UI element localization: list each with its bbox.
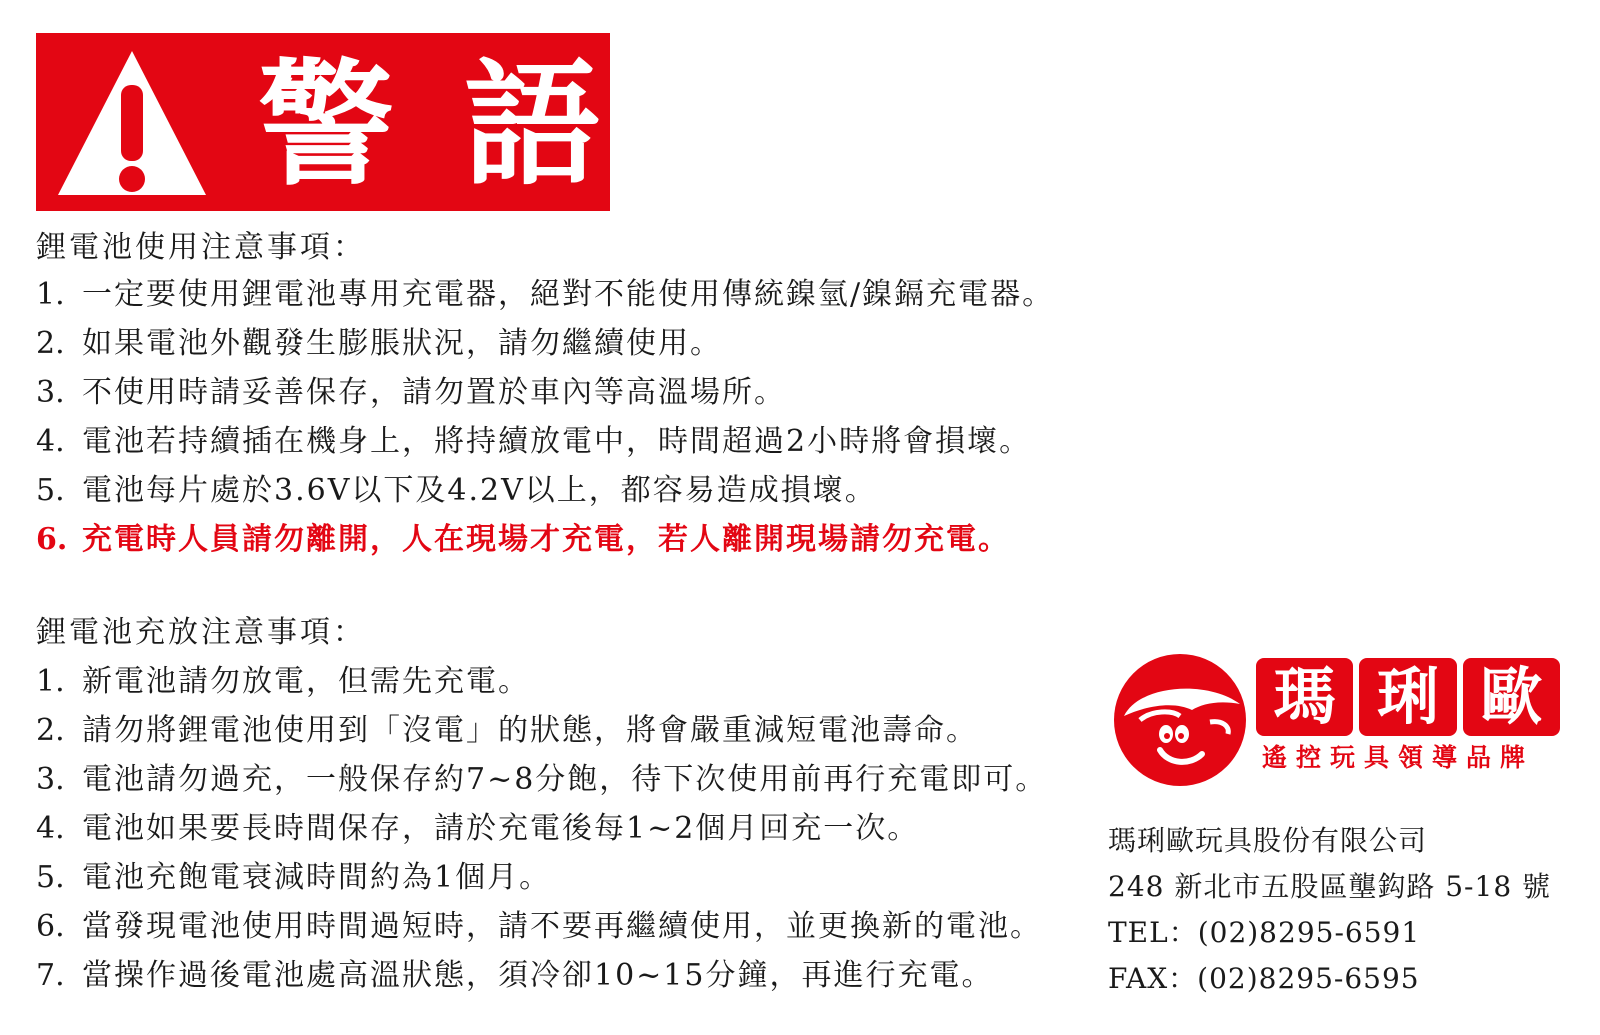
mascot-logo-icon (1110, 650, 1250, 790)
item-number: 2. (36, 713, 65, 748)
banner-title: 警語 (258, 47, 670, 205)
brand-char: 琍 (1359, 658, 1456, 736)
item-number: 1. (36, 277, 65, 312)
brand-char: 歐 (1463, 658, 1560, 736)
warning-triangle-icon (52, 43, 212, 203)
item-text: 不使用時請妥善保存，請勿置於車內等高溫場所。 (82, 375, 786, 410)
brand-slogan: 遙控玩具領導品牌 (1262, 743, 1535, 772)
list-item (36, 319, 1054, 368)
company-tel: TEL：(02)8295-6591 (1108, 916, 1421, 949)
item-number: 4. (36, 811, 65, 846)
company-address: 248 新北市五股區壟鈎路 5-18 號 (1108, 870, 1552, 903)
company-info (1108, 818, 1551, 1002)
item-number: 3. (36, 762, 65, 797)
item-text: 如果電池外觀發生膨脹狀況，請勿繼續使用。 (82, 326, 722, 361)
item-text: 電池請勿過充，一般保存約7~8分飽，待下次使用前再行充電即可。 (82, 762, 1048, 797)
company-name: 瑪琍歐玩具股份有限公司 (1108, 824, 1428, 857)
brand-char: 瑪 (1256, 658, 1353, 736)
item-number: 2. (36, 326, 65, 361)
list-item (36, 706, 1047, 755)
item-text: 電池如果要長時間保存，請於充電後每1~2個月回充一次。 (82, 811, 920, 846)
list-item-warning (36, 515, 1054, 564)
list-item (36, 270, 1054, 319)
item-text: 充電時人員請勿離開，人在現場才充電，若人離開現場請勿充電。 (82, 522, 1010, 557)
item-text: 請勿將鋰電池使用到「沒電」的狀態，將會嚴重減短電池壽命。 (82, 713, 978, 748)
list-item (36, 417, 1054, 466)
item-text: 新電池請勿放電，但需先充電。 (82, 664, 530, 699)
list-item (36, 951, 1047, 1000)
item-number: 6. (36, 522, 68, 557)
item-number: 7. (36, 958, 65, 993)
item-number: 5. (36, 860, 65, 895)
item-number: 4. (36, 424, 65, 459)
company-fax: FAX：(02)8295-6595 (1108, 962, 1420, 995)
item-text: 電池每片處於3.6V以下及4.2V以上，都容易造成損壞。 (82, 473, 877, 508)
list-item (36, 804, 1047, 853)
item-text: 當發現電池使用時間過短時，請不要再繼續使用，並更換新的電池。 (82, 909, 1042, 944)
warning-banner (36, 33, 670, 211)
list-item (36, 853, 1047, 902)
item-number: 6. (36, 909, 65, 944)
list-item (36, 466, 1054, 515)
item-text: 電池若持續插在機身上，將持續放電中，時間超過2小時將會損壞。 (82, 424, 1032, 459)
list-item (36, 902, 1047, 951)
item-text: 電池充飽電衰減時間約為1個月。 (82, 860, 552, 895)
section2-list (36, 657, 1047, 1000)
brand-name (1256, 658, 1560, 736)
list-item (36, 368, 1054, 417)
section2-heading: 鋰電池充放注意事項： (36, 615, 366, 650)
section1-heading: 鋰電池使用注意事項： (36, 230, 366, 265)
item-text: 當操作過後電池處高溫狀態，須冷卻10~15分鐘，再進行充電。 (82, 958, 994, 993)
item-number: 5. (36, 473, 65, 508)
list-item (36, 657, 1047, 706)
item-text: 一定要使用鋰電池專用充電器，絕對不能使用傳統鎳氫/鎳鎘充電器。 (82, 277, 1055, 312)
item-number: 3. (36, 375, 65, 410)
item-number: 1. (36, 664, 65, 699)
section1-list (36, 270, 1054, 564)
list-item (36, 755, 1047, 804)
